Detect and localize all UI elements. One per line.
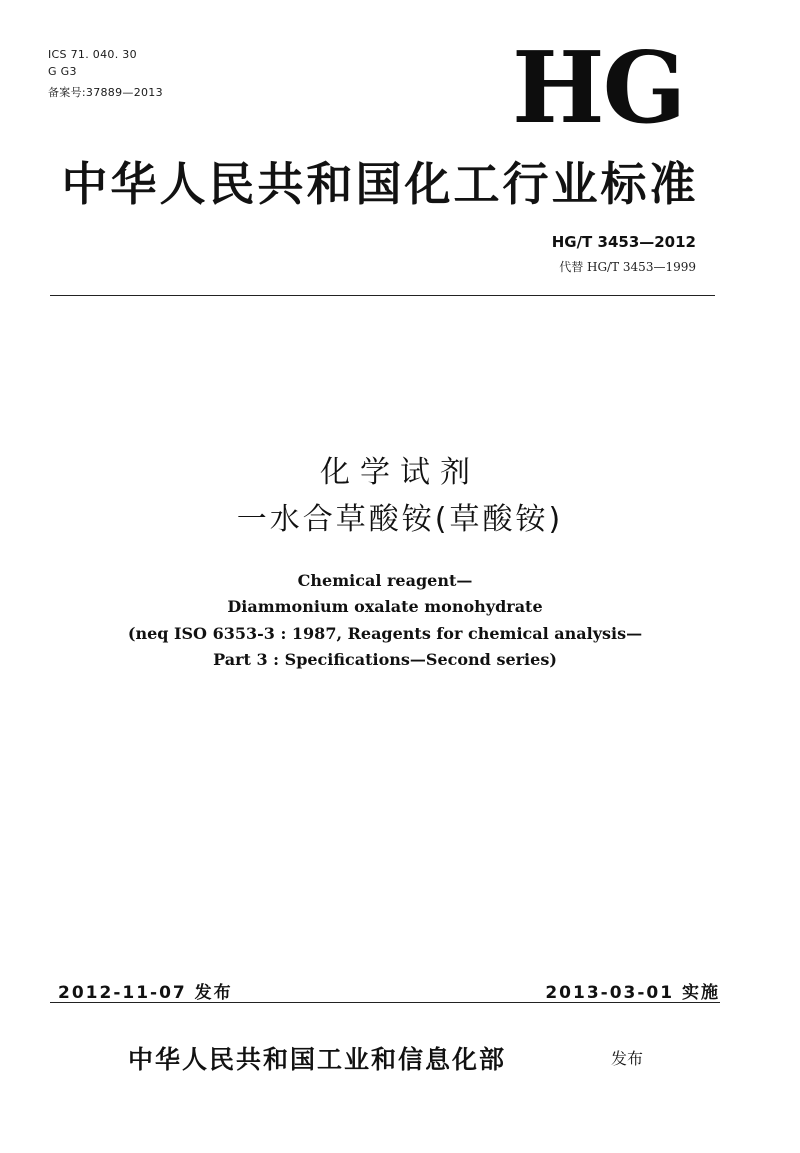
document-title-en-line4: Part 3 : Specifications—Second series) — [213, 650, 557, 669]
standard-number: HG/T 3453—2012 — [551, 233, 696, 251]
document-title-cn-line2: 一水合草酸铵(草酸铵) — [236, 502, 564, 537]
document-title-en-line1: Chemical reagent— — [297, 571, 473, 590]
ics-code: ICS 71. 040. 30 — [48, 48, 137, 61]
replaced-standard: 代替 HG/T 3453—1999 — [559, 260, 696, 274]
issue-date: 2012-11-07 发布 — [58, 983, 233, 1003]
bottom-divider — [50, 1002, 720, 1003]
issuing-label: 发布 — [611, 1049, 644, 1068]
document-title-en-line3: (neq ISO 6353-3 : 1987, Reagents for chemical analysis— — [127, 624, 643, 643]
document-title-cn-line1: 化学试剂 — [320, 455, 480, 490]
ccs-code: G G3 — [48, 65, 77, 78]
issuing-authority: 中华人民共和国工业和信息化部 — [128, 1045, 507, 1074]
effective-date: 2013-03-01 实施 — [545, 983, 720, 1003]
standard-title: 中华人民共和国化工行业标准 — [61, 157, 699, 211]
record-number: 备案号:37889—2013 — [48, 86, 163, 99]
top-divider — [50, 295, 715, 296]
document-title-en-line2: Diammonium oxalate monohydrate — [227, 597, 543, 616]
hg-logo: HG — [512, 31, 685, 146]
